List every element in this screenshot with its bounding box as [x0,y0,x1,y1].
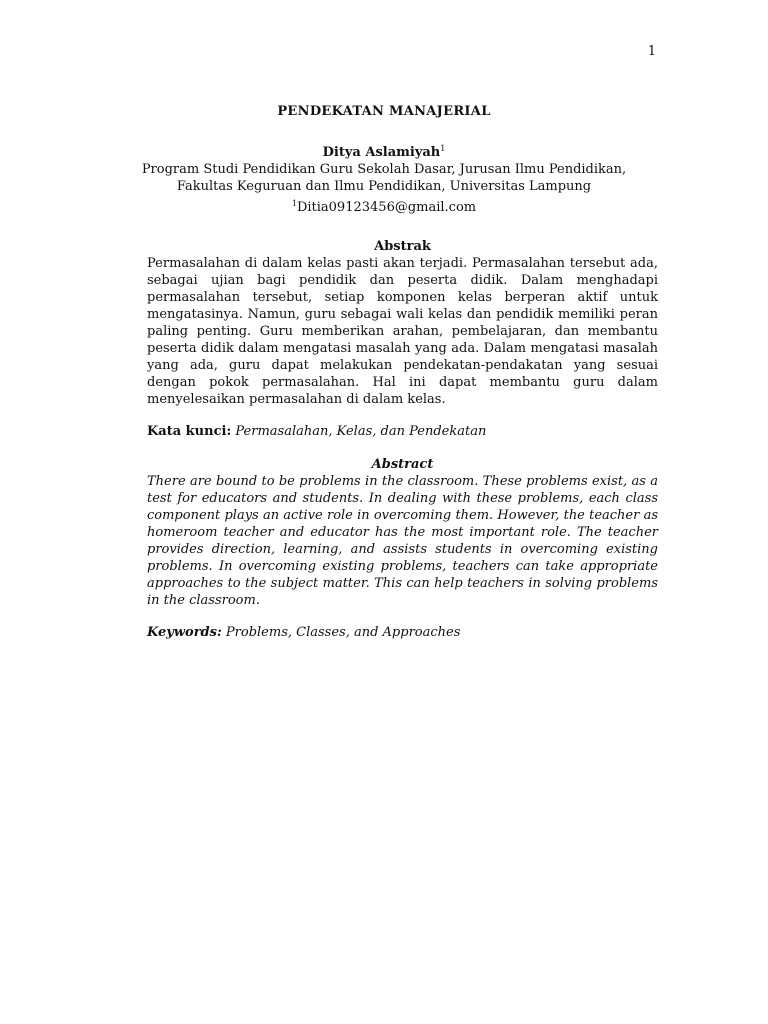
abstrak-keywords-text: Permasalahan, Kelas, dan Pendekatan [235,424,487,439]
abstrak-body: Permasalahan di dalam kelas pasti akan terjadi. Permasalahan tersebut ada, sebagai ujian bagi pendidik dan peserta didik. Dalam menghadapi permasalahan tersebut, setiap komponen kelas berperan aktif untuk mengatasinya. Namun, guru sebagai wali kelas dan pendidik memiliki peran paling penting. Guru memberikan arahan, pembelajaran, dan membantu peserta didik dalam mengatasi masalah yang ada. Dalam mengatasi masalah yang ada, guru dapat melakukan pendekatan-pendakatan yang sesuai dengan pokok permasalahan. Hal ini dapat membantu guru dalam menyelesaikan permasalahan di dalam kelas. [147,256,658,407]
abstract-section [147,456,658,641]
affiliation-line-2: Fakultas Keguruan dan Ilmu Pendidikan, Universitas Lampung [176,179,592,194]
paper-title: PENDEKATAN MANAJERIAL [277,104,491,119]
page-number: 1 [647,44,656,59]
affiliation-line-1: Program Studi Pendidikan Guru Sekolah Dasar, Jurusan Ilmu Pendidikan, [141,162,627,177]
abstract-body: There are bound to be problems in the classroom. These problems exist, as a test for educators and students. In dealing with these problems, each class component plays an active role in overcoming them. However, the teacher as homeroom teacher and educator has the most important role. The teacher provides direction, learning, and assists students in overcoming existing problems. In overcoming existing problems, teachers can take appropriate approaches to the subject matter. This can help teachers in solving problems in the classroom. [147,474,658,608]
author-name: Ditya Aslamiyah [322,145,441,160]
abstract-heading: Abstract [371,457,434,472]
abstrak-section [147,238,658,440]
abstract-keywords-text: Problems, Classes, and Approaches [225,625,461,640]
abstrak-keywords [147,423,658,440]
paper-header [0,103,768,216]
author-line [0,140,768,161]
email-address: Ditia09123456@gmail.com [296,200,477,215]
author-superscript: 1 [440,144,446,153]
email-line [0,195,768,216]
abstrak-heading: Abstrak [374,239,431,254]
abstrak-keywords-label: Kata kunci: [147,424,232,439]
email-superscript: 1 [291,199,297,208]
abstract-keywords-label: Keywords: [147,625,222,640]
abstract-keywords [147,624,658,641]
